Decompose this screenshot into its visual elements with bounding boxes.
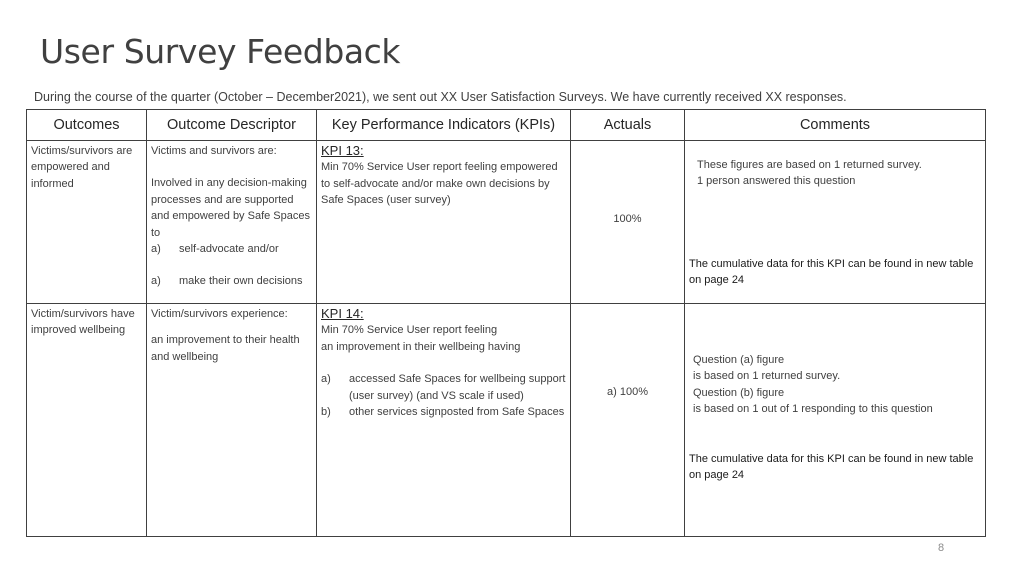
outcome-cell [27, 304, 147, 537]
table-header-row [27, 110, 986, 141]
table-row [27, 141, 986, 304]
header-outcomes: Outcomes [27, 110, 147, 141]
kpi-table [26, 109, 986, 537]
descriptor-cell [147, 141, 317, 304]
table-row [27, 304, 986, 537]
actual-value: 100% [613, 213, 642, 225]
outcome-text: Victims/survivors are empowered and informed [31, 145, 133, 190]
cumulative-note: The cumulative data for this KPI can be found in new table on page 24 [689, 257, 974, 287]
descriptor-body: Involved in any decision-making processes and are supported and empowered by Safe Spaces to [151, 177, 310, 239]
comments-cell [685, 141, 986, 304]
comment-line: is based on 1 out of 1 responding to this question [693, 403, 933, 416]
comment-line: 1 person answered this question [697, 175, 856, 188]
comments-cell [685, 304, 986, 537]
kpi-cell [317, 141, 571, 304]
kpi-title: KPI 14: [321, 306, 364, 321]
list-item: a) self-advocate and/or [151, 243, 279, 256]
descriptor-intro: Victims and survivors are: [151, 145, 277, 157]
comment-line: These figures are based on 1 returned survey. [697, 159, 922, 171]
kpi-text: an improvement in their wellbeing having [321, 340, 521, 353]
page-title: User Survey Feedback [40, 32, 401, 71]
actual-value: a) 100% [607, 386, 648, 398]
actuals-cell [571, 141, 685, 304]
kpi-text: Min 70% Service User report feeling [321, 324, 498, 337]
page-number: 8 [938, 542, 945, 554]
list-item: a) accessed Safe Spaces for wellbeing support (user survey) (and VS scale if used) [321, 373, 566, 402]
header-outcome-descriptor: Outcome Descriptor [147, 110, 317, 141]
kpi-text: Min 70% Service User report feeling empowered to self-advocate and/or make own decisions by Safe Spaces (user survey) [321, 161, 558, 207]
header-kpis: Key Performance Indicators (KPIs) [317, 110, 571, 141]
outcome-text: Victim/survivors have improved wellbeing [31, 308, 135, 337]
list-item: a) make their own decisions [151, 275, 303, 288]
header-actuals: Actuals [571, 110, 685, 141]
survey-summary: During the course of the quarter (October – December2021), we sent out XX User Satisfaction Surveys. We have currently received XX responses. [34, 90, 847, 104]
descriptor-intro: Victim/survivors experience: [151, 308, 288, 320]
kpi-title: KPI 13: [321, 143, 364, 158]
actuals-cell [571, 304, 685, 537]
header-comments: Comments [685, 110, 986, 141]
outcome-cell [27, 141, 147, 304]
list-item: b) other services signposted from Safe Spaces [321, 406, 565, 419]
cumulative-note: The cumulative data for this KPI can be found in new table on page 24 [689, 452, 974, 482]
comment-line: Question (b) figure [693, 386, 785, 399]
comment-line: is based on 1 returned survey. [693, 370, 841, 383]
kpi-cell [317, 304, 571, 537]
comment-line: Question (a) figure [693, 354, 785, 366]
descriptor-body: an improvement to their health and wellbeing [151, 334, 300, 363]
descriptor-cell [147, 304, 317, 537]
